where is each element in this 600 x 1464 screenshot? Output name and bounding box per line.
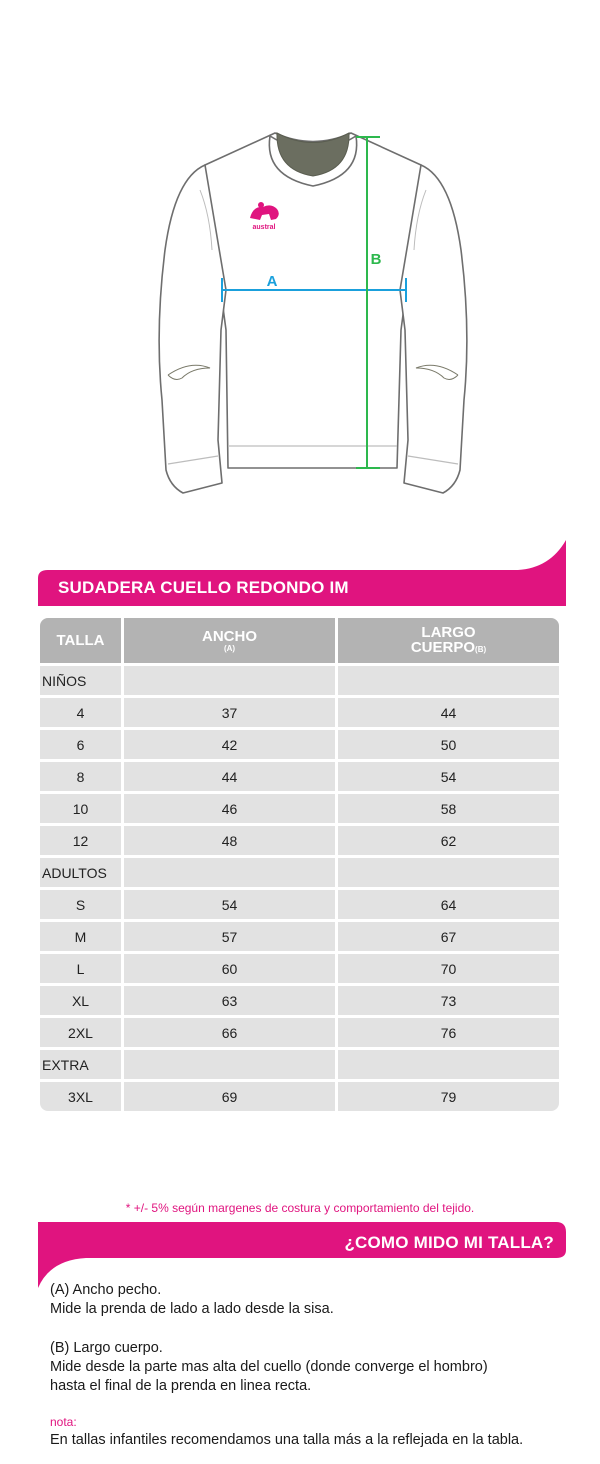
measure-a-section <box>50 1281 334 1319</box>
cell-ancho <box>124 1050 335 1079</box>
header-largo: LARGO CUERPO(B) <box>338 618 559 663</box>
cell-ancho: 57 <box>124 922 335 951</box>
cell-talla: 4 <box>40 698 121 727</box>
label-a: A <box>266 273 278 290</box>
cell-ancho: 69 <box>124 1082 335 1111</box>
cell-largo: 64 <box>338 890 559 919</box>
cell-talla: 12 <box>40 826 121 855</box>
header-largo-sub: (B) <box>475 644 487 654</box>
measure-a-title: (A) Ancho pecho. <box>50 1282 162 1298</box>
measure-b-text-2: hasta el final de la prenda en linea recta. <box>50 1378 312 1394</box>
cell-largo <box>338 666 559 695</box>
table-row <box>40 794 559 823</box>
cell-talla: EXTRA <box>40 1050 121 1079</box>
table-row <box>40 666 559 695</box>
table-row <box>40 730 559 759</box>
cell-talla: 2XL <box>40 1018 121 1047</box>
table-row <box>40 762 559 791</box>
cell-ancho: 66 <box>124 1018 335 1047</box>
cell-ancho: 46 <box>124 794 335 823</box>
table-row <box>40 954 559 983</box>
cell-talla: 8 <box>40 762 121 791</box>
cell-ancho: 42 <box>124 730 335 759</box>
table-row <box>40 826 559 855</box>
cell-largo: 79 <box>338 1082 559 1111</box>
cell-ancho: 54 <box>124 890 335 919</box>
cell-largo <box>338 1050 559 1079</box>
cell-largo: 54 <box>338 762 559 791</box>
header-ancho: ANCHO (A) <box>124 618 335 663</box>
cell-talla: 3XL <box>40 1082 121 1111</box>
brand-name: austral <box>252 224 276 231</box>
cell-ancho: 44 <box>124 762 335 791</box>
cell-talla: ADULTOS <box>40 858 121 887</box>
cell-largo: 50 <box>338 730 559 759</box>
cell-largo: 44 <box>338 698 559 727</box>
table-row <box>40 1018 559 1047</box>
cell-ancho <box>124 666 335 695</box>
cell-talla: NIÑOS <box>40 666 121 695</box>
measure-b-section <box>50 1339 488 1396</box>
header-talla: TALLA <box>40 618 121 663</box>
cell-largo: 70 <box>338 954 559 983</box>
sweatshirt-diagram <box>0 0 600 520</box>
table-row <box>40 922 559 951</box>
cell-talla: L <box>40 954 121 983</box>
cell-largo <box>338 858 559 887</box>
table-row <box>40 1050 559 1079</box>
table-row <box>40 698 559 727</box>
table-row <box>40 858 559 887</box>
cell-ancho: 63 <box>124 986 335 1015</box>
header-ancho-sub: (A) <box>223 643 236 653</box>
table-header-row <box>40 618 559 663</box>
tolerance-footnote: * +/- 5% según margenes de costura y comportamiento del tejido. <box>125 1201 475 1215</box>
cell-talla: 6 <box>40 730 121 759</box>
table-title: SUDADERA CUELLO REDONDO IM <box>58 578 349 597</box>
measure-a-text: Mide la prenda de lado a lado desde la sisa. <box>50 1301 334 1317</box>
measure-b-text-1: Mide desde la parte mas alta del cuello (donde converge el hombro) <box>50 1359 488 1375</box>
cell-largo: 67 <box>338 922 559 951</box>
table-row <box>40 986 559 1015</box>
howto-title: ¿COMO MIDO MI TALLA? <box>344 1233 554 1252</box>
table-row <box>40 1082 559 1111</box>
cell-talla: XL <box>40 986 121 1015</box>
cell-talla: 10 <box>40 794 121 823</box>
howto-title-banner <box>38 1222 566 1288</box>
label-b: B <box>370 251 382 268</box>
cell-largo: 58 <box>338 794 559 823</box>
cell-largo: 62 <box>338 826 559 855</box>
cell-largo: 73 <box>338 986 559 1015</box>
cell-ancho: 60 <box>124 954 335 983</box>
cell-talla: M <box>40 922 121 951</box>
cell-ancho: 37 <box>124 698 335 727</box>
cell-talla: S <box>40 890 121 919</box>
size-table <box>37 615 562 1114</box>
note-label: nota: <box>50 1415 77 1429</box>
note-text: En tallas infantiles recomendamos una talla más a la reflejada en la tabla. <box>50 1432 524 1448</box>
table-row <box>40 890 559 919</box>
cell-ancho: 48 <box>124 826 335 855</box>
cell-largo: 76 <box>338 1018 559 1047</box>
cell-ancho <box>124 858 335 887</box>
measure-b-title: (B) Largo cuerpo. <box>50 1340 163 1356</box>
table-title-banner <box>38 540 566 606</box>
